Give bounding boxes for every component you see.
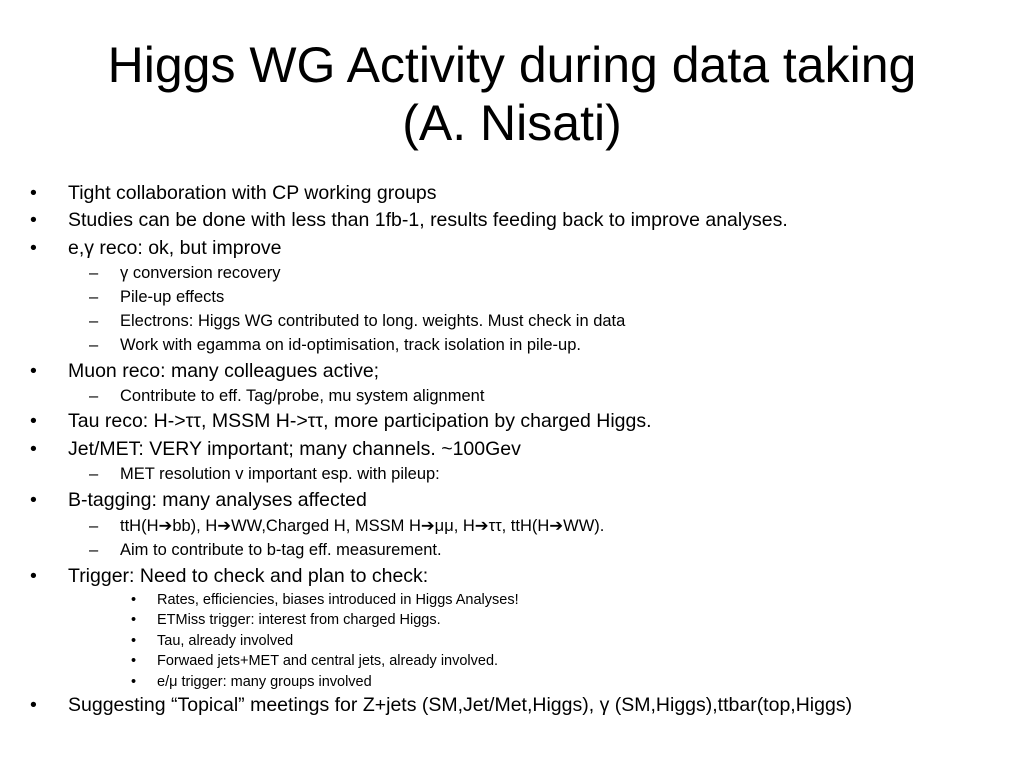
dash-marker: – bbox=[89, 517, 99, 535]
dash-marker: – bbox=[89, 336, 99, 354]
list-item-text: e,γ reco: ok, but improve bbox=[68, 237, 282, 259]
dash-marker: – bbox=[89, 541, 99, 559]
bullet-marker: • bbox=[30, 410, 37, 432]
bullet-marker: • bbox=[131, 592, 137, 608]
dash-marker: – bbox=[89, 312, 99, 330]
list-item-text: Jet/MET: VERY important; many channels. ~100Gev bbox=[68, 438, 521, 460]
list-item-text: B-tagging: many analyses affected bbox=[68, 489, 367, 511]
dash-marker: – bbox=[89, 387, 99, 405]
slide-title-line-1: Higgs WG Activity during data taking bbox=[107, 37, 917, 93]
bullet-marker: • bbox=[30, 182, 37, 204]
bullet-marker: • bbox=[30, 209, 37, 231]
sub-list-item-text: γ conversion recovery bbox=[120, 264, 281, 282]
list-item-text: Muon reco: many colleagues active; bbox=[68, 360, 380, 382]
sub-list-item-text: MET resolution v important esp. with pileup: bbox=[120, 465, 440, 483]
bullet-marker: • bbox=[30, 237, 37, 259]
list-item-text: Trigger: Need to check and plan to check: bbox=[68, 565, 429, 587]
bullet-marker: • bbox=[30, 438, 37, 460]
sub-sub-list-item-text: ETMiss trigger: interest from charged Higgs. bbox=[157, 612, 441, 628]
list-item-text: Tight collaboration with CP working groups bbox=[68, 182, 437, 204]
list-item-text: Studies can be done with less than 1fb-1, results feeding back to improve analyses. bbox=[68, 209, 788, 231]
dash-marker: – bbox=[89, 288, 99, 306]
bullet-marker: • bbox=[30, 360, 37, 382]
sub-sub-list-item-text: Forwaed jets+MET and central jets, already involved. bbox=[157, 653, 499, 669]
bullet-marker: • bbox=[131, 612, 137, 628]
dash-marker: – bbox=[89, 465, 99, 483]
sub-list-item-text: Contribute to eff. Tag/probe, mu system alignment bbox=[120, 387, 485, 405]
bullet-marker: • bbox=[30, 565, 37, 587]
sub-list-item-text: ttH(H➔bb), H➔WW,Charged H, MSSM H➔μμ, H➔ττ, ttH(H➔WW). bbox=[120, 517, 605, 535]
bullet-marker: • bbox=[131, 653, 137, 669]
list-item-text: Suggesting “Topical” meetings for Z+jets (SM,Jet/Met,Higgs), γ (SM,Higgs),ttbar(top,Higgs) bbox=[68, 694, 853, 716]
bullet-marker: • bbox=[131, 674, 137, 690]
dash-marker: – bbox=[89, 264, 99, 282]
list-item-text: Tau reco: H->ττ, MSSM H->ττ, more participation by charged Higgs. bbox=[68, 410, 652, 432]
slide-title-line-2: (A. Nisati) bbox=[402, 95, 622, 151]
sub-list-item-text: Aim to contribute to b-tag eff. measurement. bbox=[120, 541, 442, 559]
sub-sub-list-item-text: Rates, efficiencies, biases introduced in Higgs Analyses! bbox=[157, 592, 519, 608]
sub-list-item-text: Electrons: Higgs WG contributed to long. weights. Must check in data bbox=[120, 312, 626, 330]
sub-sub-list-item-text: e/μ trigger: many groups involved bbox=[157, 674, 372, 690]
bullet-marker: • bbox=[131, 633, 137, 649]
sub-list-item-text: Pile-up effects bbox=[120, 288, 225, 306]
bullet-marker: • bbox=[30, 694, 37, 716]
sub-list-item-text: Work with egamma on id-optimisation, track isolation in pile-up. bbox=[120, 336, 581, 354]
bullet-marker: • bbox=[30, 489, 37, 511]
sub-sub-list-item-text: Tau, already involved bbox=[157, 633, 294, 649]
